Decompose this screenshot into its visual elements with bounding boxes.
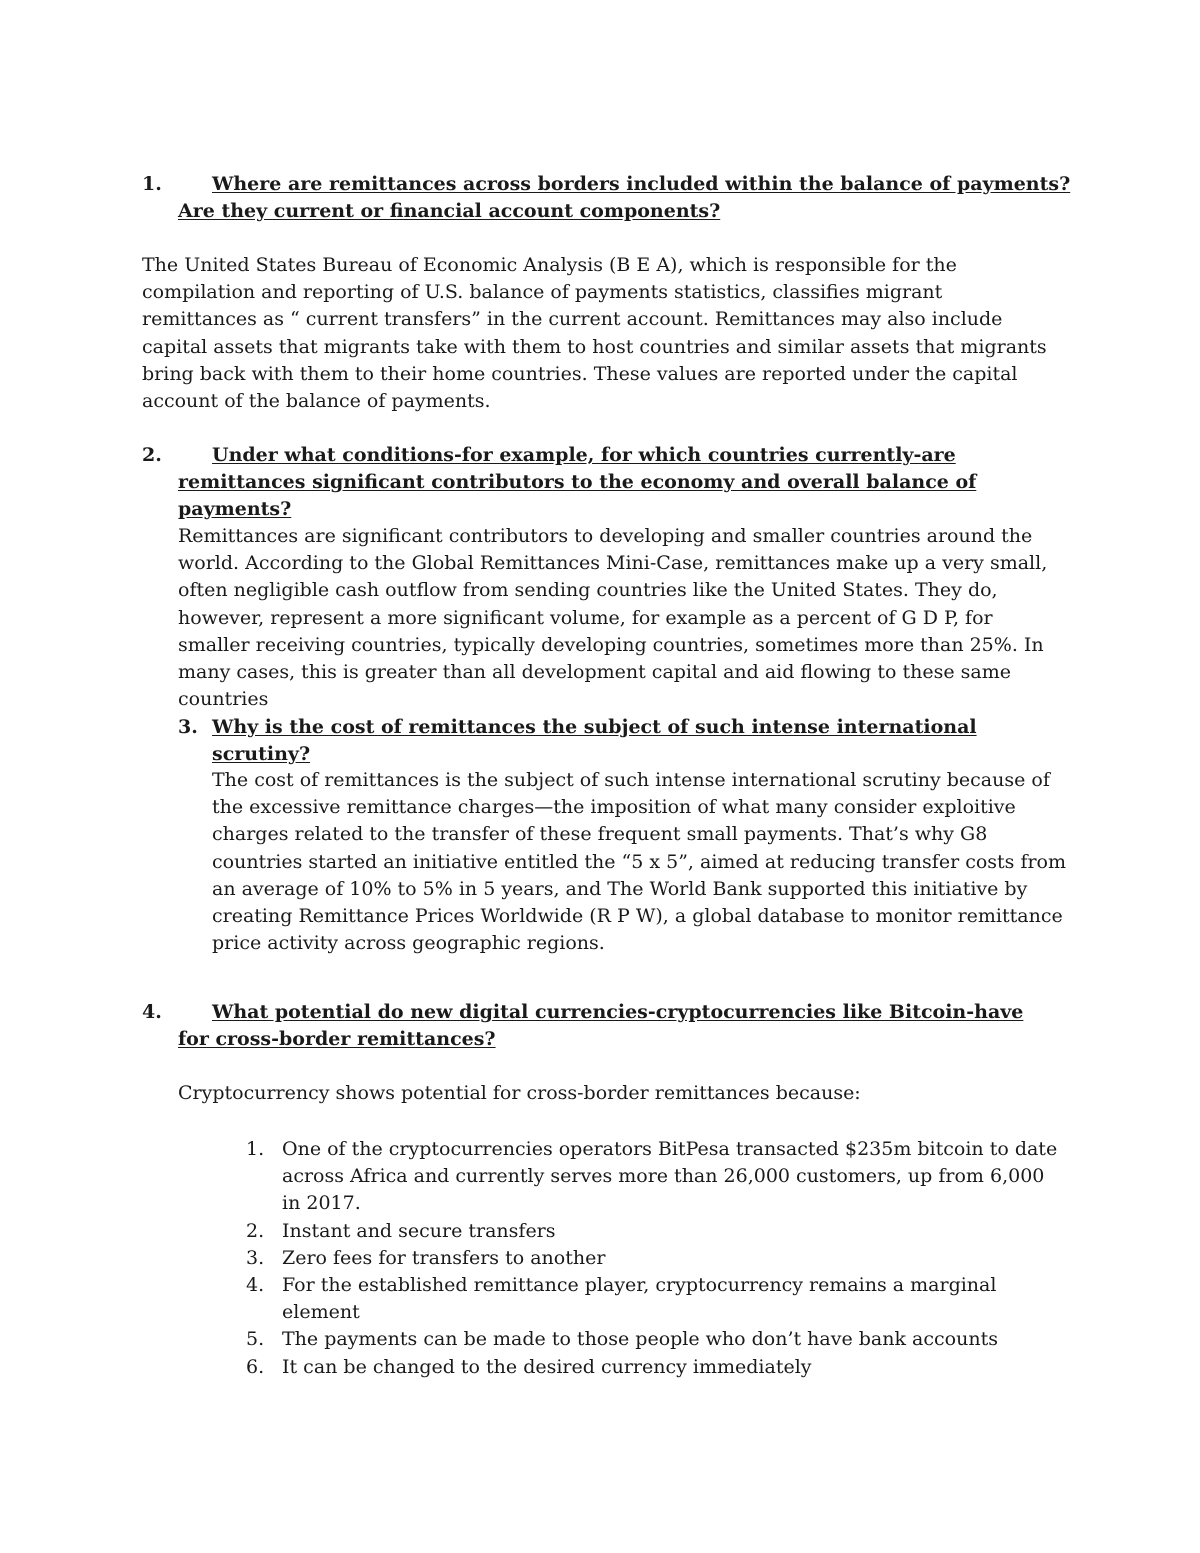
question-4 xyxy=(142,999,1042,1053)
answer-1: The United States Bureau of Economic Analysis (B E A), which is responsible for the compilation and reporting of U.S. balance of payments statistics, classifies migrant remittances as “ current transfers” in the current account. Remittances may also include capital assets that migrants take with them to host countries and similar assets that migrants bring back with them to their home countries. These values are reported under the capital account of the balance of payments. xyxy=(142,254,1047,413)
question-3 xyxy=(178,714,1078,768)
question-1-number: 1. xyxy=(142,173,162,195)
question-2 xyxy=(142,442,1072,523)
list-item: 5. The payments can be made to those people who don’t have bank accounts xyxy=(246,1328,998,1351)
question-4-text: What potential do new digital currencies-cryptocurrencies like Bitcoin-have for cross-border remittances? xyxy=(178,1001,1024,1050)
question-2-number: 2. xyxy=(142,444,162,466)
question-3-number: 3. xyxy=(178,716,198,738)
answer-4-intro: Cryptocurrency shows potential for cross-border remittances because: xyxy=(178,1082,861,1104)
question-1-text: Where are remittances across borders included within the balance of payments? Are they current or financial account components? xyxy=(178,173,1071,222)
list-item: 1. One of the cryptocurrencies operators BitPesa transacted $235m bitcoin to date across Africa and currently serves more than 26,000 customers, up from 6,000 in 2017. xyxy=(246,1138,1058,1215)
question-4-number: 4. xyxy=(142,1001,162,1023)
list-item: 4. For the established remittance player, cryptocurrency remains a marginal element xyxy=(246,1274,997,1324)
question-3-text: Why is the cost of remittances the subject of such intense international scrutiny? xyxy=(212,716,977,765)
question-1 xyxy=(142,171,1072,225)
list-item: 2. Instant and secure transfers xyxy=(246,1219,556,1242)
answer-2: Remittances are significant contributors to developing and smaller countries around the world. According to the Global Remittances Mini-Case, remittances make up a very small, often negligible cash outflow from sending countries like the United States. They do, however, represent a more significant volume, for example as a percent of G D P, for smaller receiving countries, typically developing countries, sometimes more than 25%. In many cases, this is greater than all development capital and aid flowing to these same countries xyxy=(178,525,1048,711)
answer-4-list xyxy=(246,1136,1066,1381)
answer-3: The cost of remittances is the subject of such intense international scrutiny because of the excessive remittance charges—the imposition of what many consider exploitive charges related to the transfer of these frequent small payments. That’s why G8 countries started an initiative entitled the “5 x 5”, aimed at reducing transfer costs from an average of 10% to 5% in 5 years, and The World Bank supported this initiative by creating Remittance Prices Worldwide (R P W), a global database to monitor remittance price activity across geographic regions. xyxy=(212,769,1067,955)
list-item: 3. Zero fees for transfers to another xyxy=(246,1246,606,1269)
list-item: 6. It can be changed to the desired currency immediately xyxy=(246,1355,812,1378)
question-2-text: Under what conditions-for example, for which countries currently-are remittances significant contributors to the economy and overall balance of payments? xyxy=(178,444,977,520)
